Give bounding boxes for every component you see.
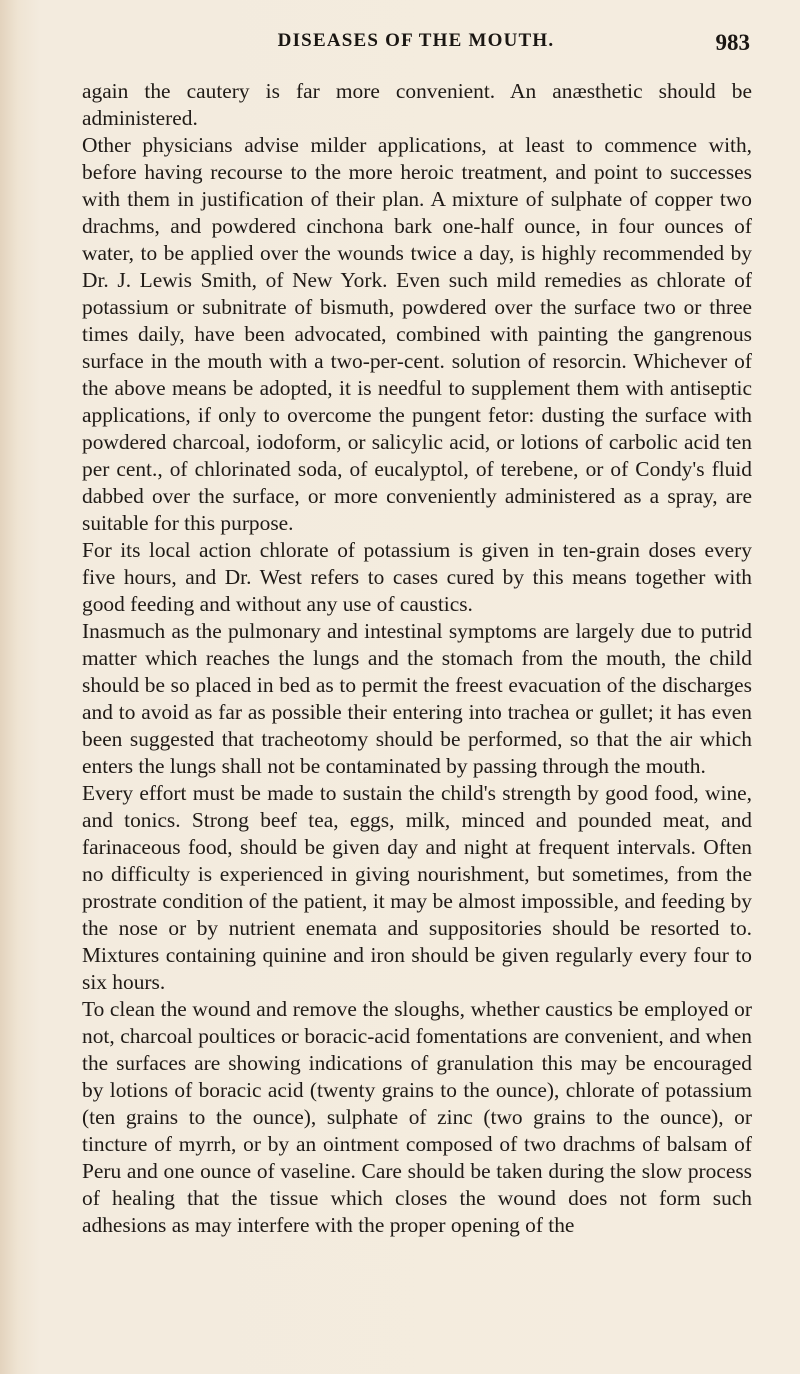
paragraph: Inasmuch as the pulmonary and intestinal symptoms are largely due to putrid matter which reaches the lungs and the stomach from the mouth, the child should be so placed in bed as to permit the freest evacuation of the discharges and to avoid as far as possible their entering into trachea or gullet; it has even been suggested that tracheotomy should be performed, so that the air which enters the lungs shall not be contaminated by passing through the mouth.: [82, 619, 752, 778]
paragraph: again the cautery is far more convenient. An anæsthetic should be administered.: [82, 79, 752, 130]
page-number: 983: [715, 30, 750, 55]
paragraph: To clean the wound and remove the sloughs, whether caustics be employed or not, charcoal poultices or boracic-acid fomentations are convenient, and when the surfaces are showing indications of granulation this may be encouraged by lotions of boracic acid (twenty grains to the ounce), chlorate of potassium (ten grains to the ounce), sulphate of zinc (two grains to the ounce), or tincture of myrrh, or by an ointment composed of two drachms of balsam of Peru and one ounce of vaseline. Care should be taken during the slow process of healing that the tissue which closes the wound does not form such adhesions as may interfere with the proper opening of the: [82, 997, 752, 1237]
running-head: [82, 30, 750, 56]
body-text: [82, 78, 752, 1239]
paragraph: Every effort must be made to sustain the child's strength by good food, wine, and tonics. Strong beef tea, eggs, milk, minced and pounded meat, and farinaceous food, should be given day and night at frequent intervals. Often no difficulty is experienced in giving nourishment, but sometimes, from the prostrate condition of the patient, it may be almost impossible, and feeding by the nose or by nutrient enemata and suppositories should be resorted to. Mixtures containing quinine and iron should be given regularly every four to six hours.: [82, 781, 752, 994]
paragraph: Other physicians advise milder applications, at least to commence with, before having recourse to the more heroic treatment, and point to successes with them in justification of their plan. A mixture of sulphate of copper two drachms, and powdered cinchona bark one-half ounce, in four ounces of water, to be applied over the wounds twice a day, is highly recommended by Dr. J. Lewis Smith, of New York. Even such mild remedies as chlorate of potassium or subnitrate of bismuth, powdered over the surface two or three times daily, have been advocated, combined with painting the gangrenous surface in the mouth with a two-per-cent. solution of resorcin. Whichever of the above means be adopted, it is needful to supplement them with antiseptic applications, if only to overcome the pungent fetor: dusting the surface with powdered charcoal, iodoform, or salicylic acid, or lotions of carbolic acid ten per cent., of chlorinated soda, of eucalyptol, of terebene, or of Condy's fluid dabbed over the surface, or more conveniently administered as a spray, are suitable for this purpose.: [82, 133, 752, 535]
running-head-title: DISEASES OF THE MOUTH.: [277, 30, 555, 51]
paragraph: For its local action chlorate of potassium is given in ten-grain doses every five hours, and Dr. West refers to cases cured by this means together with good feeding and without any use of caustics.: [82, 538, 752, 616]
